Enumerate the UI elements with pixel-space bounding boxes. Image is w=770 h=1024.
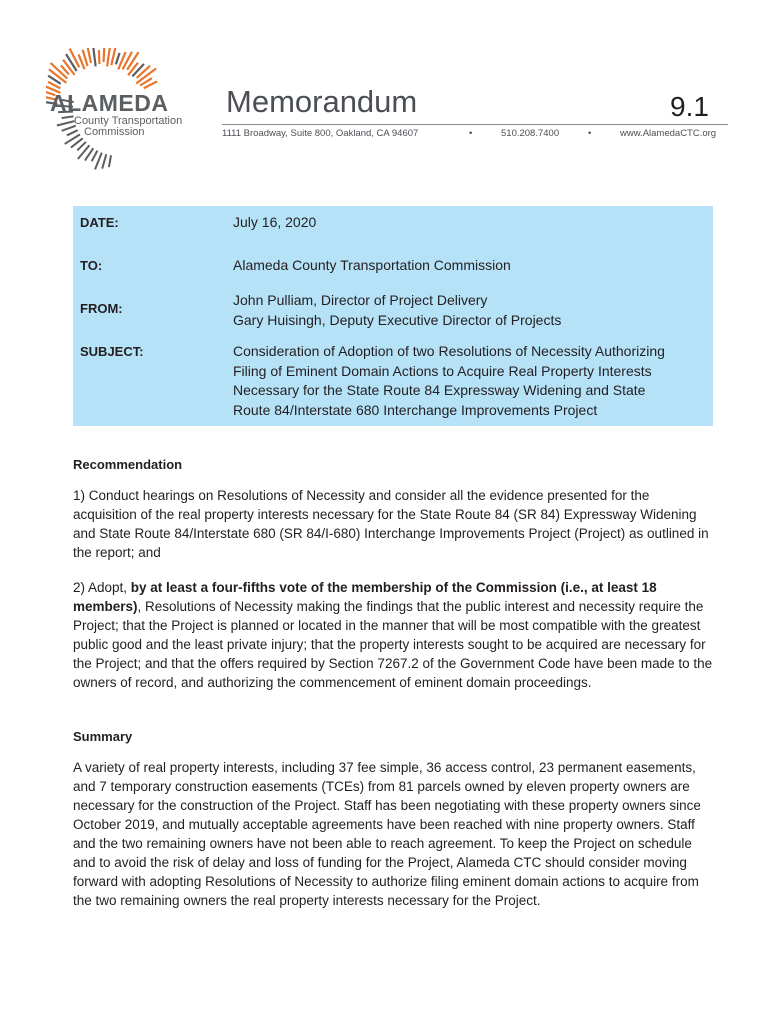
rec2-rest: , Resolutions of Necessity making the findings that the public interest and necessity require the Project; that the Project is planned or located in the manner that will be most compatible with the greatest public good and the least private injury; that the property interests sought to be acquired are necessary for the Project; and that the offers required by Section 7267.2 of the Government Code have been made to the owners of record, and authorizing the commencement of eminent domain proceedings. [73, 599, 713, 690]
header-phone: 510.208.7400 [501, 128, 560, 139]
recommendation-heading: Recommendation [73, 457, 183, 472]
agenda-item-number: 9.1 [670, 91, 709, 122]
logo-ray [87, 48, 91, 63]
subject-line-2: Filing of Eminent Domain Actions to Acquire Real Property Interests [233, 362, 652, 379]
date-label: DATE: [80, 215, 119, 230]
summary-heading: Summary [73, 729, 133, 744]
logo-ray [137, 66, 150, 78]
logo-ray [70, 49, 80, 68]
header-address: 1111 Broadway, Suite 800, Oakland, CA 94607 [222, 128, 419, 139]
subject-line-4: Route 84/Interstate 680 Interchange Improvements Project [233, 401, 598, 418]
logo-ray [107, 48, 110, 66]
header-divider [222, 124, 728, 125]
logo-ray [57, 121, 74, 125]
logo-ray [102, 154, 106, 168]
subject-label: SUBJECT: [80, 344, 144, 359]
from-line-1: John Pulliam, Director of Project Delivery [233, 292, 488, 308]
recommendation-item-2 [73, 578, 713, 692]
logo-org-name: ALAMEDA [50, 90, 169, 116]
from-label: FROM: [80, 301, 123, 316]
logo-org-sub2: Commission [84, 126, 145, 138]
subject-line-3: Necessary for the State Route 84 Expressway Widening and State [233, 382, 646, 398]
header-bullet-2: • [588, 128, 592, 139]
header-website[interactable]: www.AlamedaCTC.org [620, 128, 717, 139]
rec2-bold-requirement: by at least a four-fifths vote of the membership of the Commission (i.e., at least 18 members) [73, 580, 657, 614]
logo-ray [77, 142, 86, 150]
rec2-start: 2) Adopt, [73, 580, 131, 595]
date-value: July 16, 2020 [233, 214, 317, 230]
logo-ray [116, 53, 120, 64]
logo-ray [63, 60, 74, 75]
subject-line-1: Consideration of Adoption of two Resolutions of Necessity Authorizing [233, 343, 665, 359]
logo-ray [109, 155, 111, 167]
recommendation-item-1: 1) Conduct hearings on Resolutions of Necessity and consider all the evidence presented for the acquisition of the real property interests necessary for the State Route 84 (SR 84) Expressway Widening and State Route 84/Interstate 680 (SR 84/I-680) Interchange Improvements Project (Project) as outlined in the report; and [73, 488, 709, 560]
logo-ray [66, 54, 77, 71]
logo-ray [67, 130, 78, 135]
header-bullet-1: • [469, 128, 473, 139]
logo-ray [132, 64, 144, 76]
summary-paragraph: A variety of real property interests, including 37 fee simple, 36 access control, 23 permanent easements, and 7 temporary construction easements (TCEs) from 81 parcels owned by eleven property owners are necessary for the construction of the Project. Staff has been negotiating with these property owners since October 2019, and mutually acceptable agreements have been reached with nine property owners. Staff and the two remaining owners have not been able to reach agreement. To keep the Project on schedule and to avoid the risk of delay and loss of funding for the Project, Alameda CTC should consider moving forward with adopting Resolutions of Necessity to authorize filing eminent domain actions to acquire from the two remaining owners the real property interests necessary for the Project. [73, 760, 701, 908]
to-label: TO: [80, 258, 103, 273]
logo-org-sub1: County Transportation [74, 115, 183, 127]
logo-ray [127, 52, 138, 70]
to-value: Alameda County Transportation Commission [233, 257, 511, 273]
logo-ray [93, 48, 96, 66]
logo-ray [92, 151, 98, 162]
page-title: Memorandum [226, 84, 418, 119]
subject-value [233, 342, 665, 420]
from-value [233, 291, 561, 330]
from-line-2: Gary Huisingh, Deputy Executive Director of Projects [233, 311, 562, 328]
logo-ray [104, 48, 105, 62]
